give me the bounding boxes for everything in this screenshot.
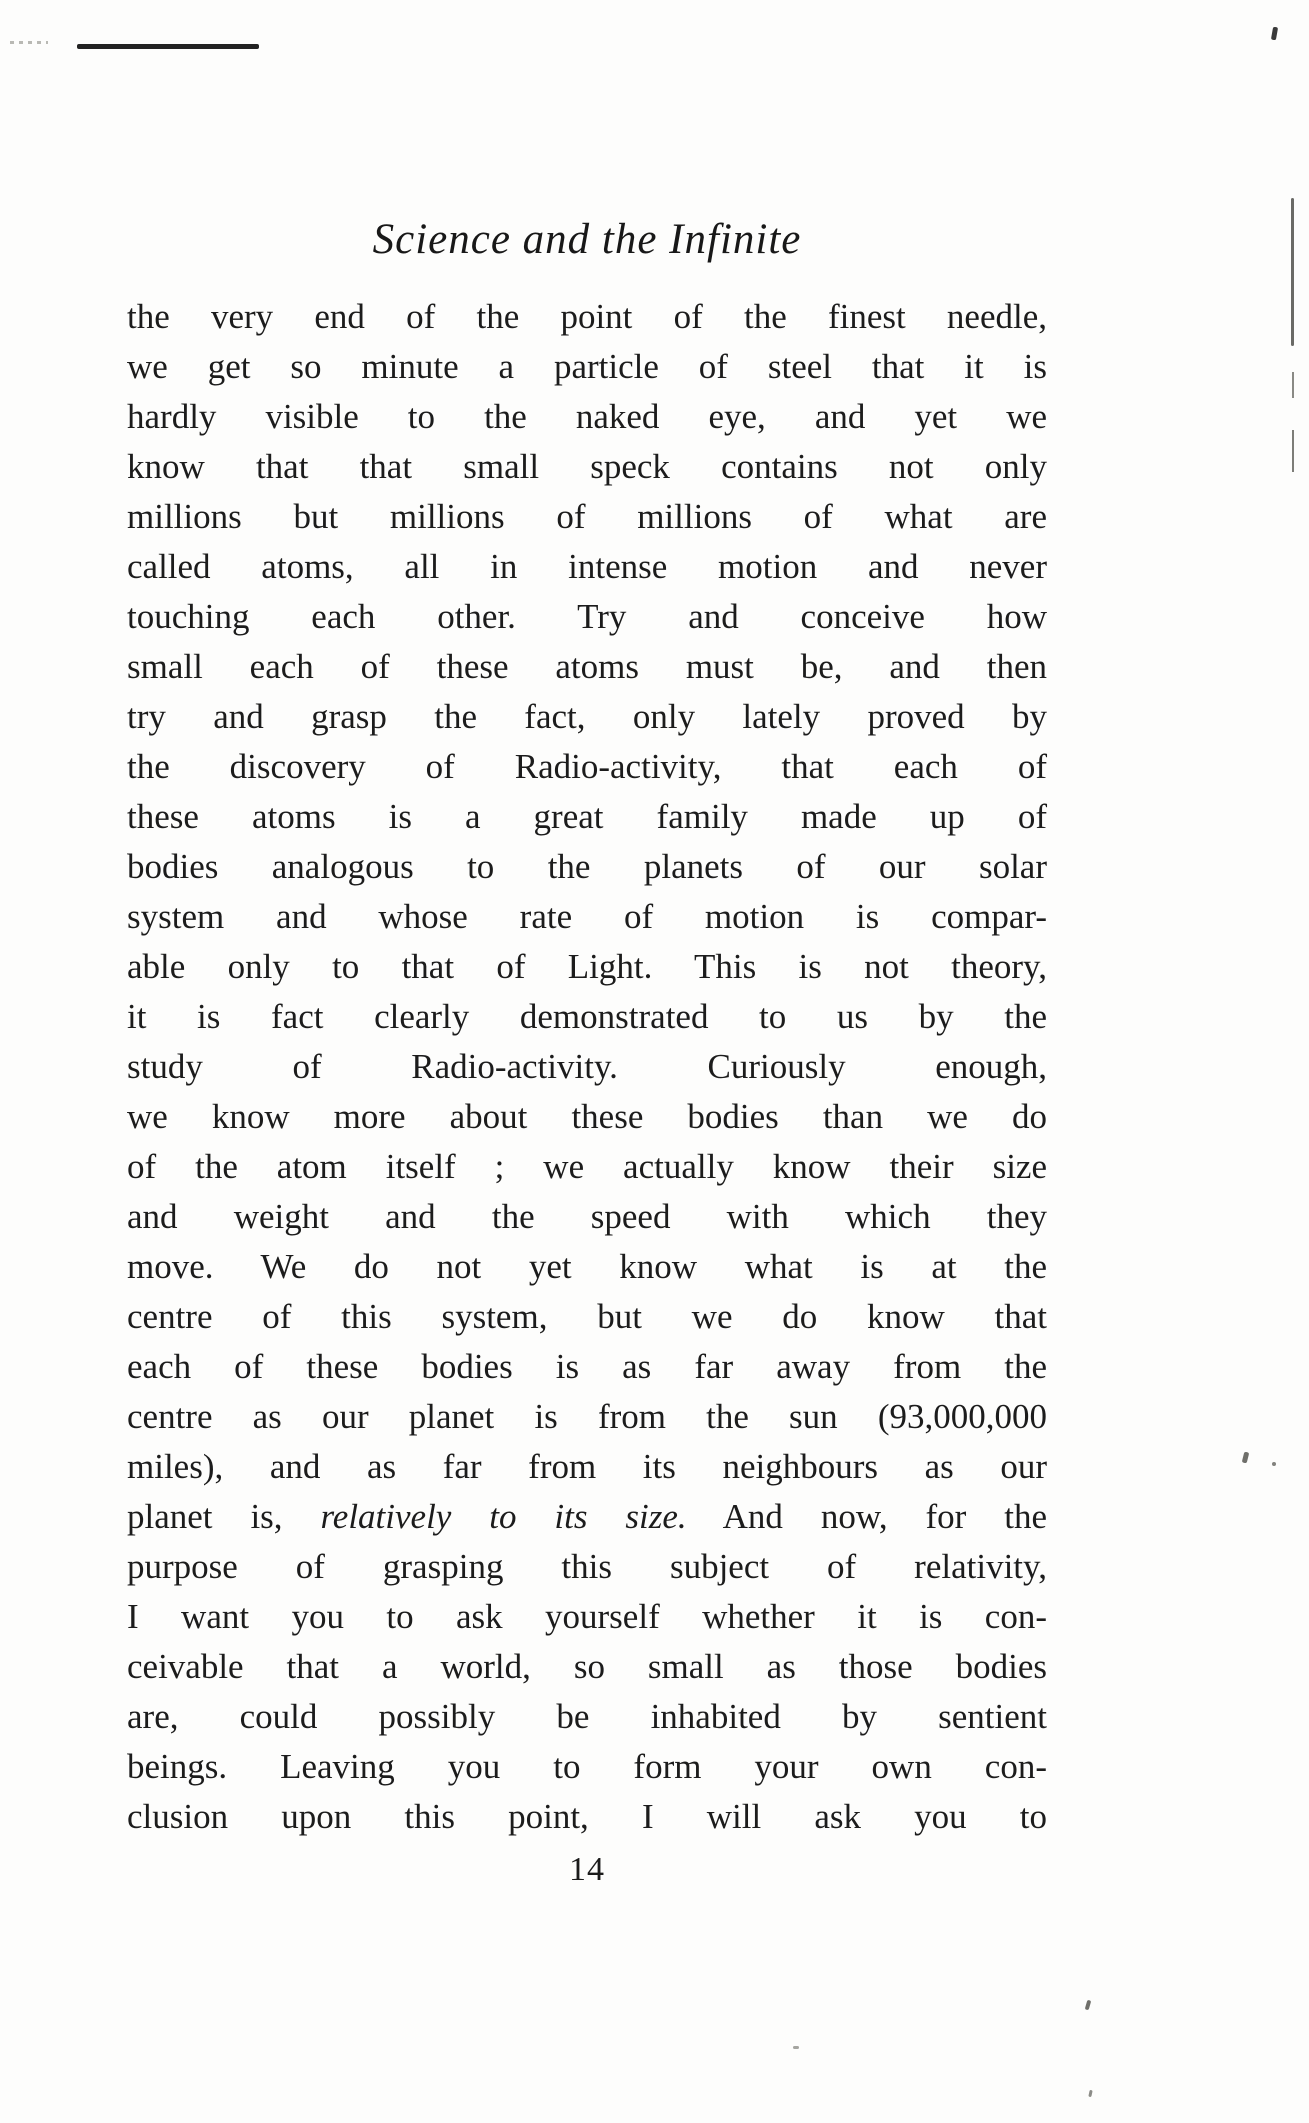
text-block	[127, 212, 1047, 1894]
scan-artifact-rule	[77, 44, 259, 49]
text-line: the very end of the point of the finest needle,	[127, 297, 1047, 336]
page-number: 14	[569, 1851, 605, 1888]
text-line: hardly visible to the naked eye, and yet we	[127, 397, 1047, 436]
text-line: clusion upon this point, I will ask you to	[127, 1797, 1047, 1836]
text-line: centre as our planet is from the sun (93,000,000	[127, 1397, 1047, 1436]
scan-artifact-dots	[10, 41, 48, 44]
scan-artifact-edge-line	[1292, 372, 1294, 398]
text-line: are, could possibly be inhabited by sentient	[127, 1697, 1047, 1736]
text-line: we know more about these bodies than we do	[127, 1097, 1047, 1136]
text-line: touching each other. Try and conceive how	[127, 597, 1047, 636]
scan-artifact-tick	[1271, 27, 1278, 41]
text-line: beings. Leaving you to form your own con-	[127, 1747, 1047, 1786]
text-line: try and grasp the fact, only lately proved by	[127, 697, 1047, 736]
text-line: know that that small speck contains not only	[127, 447, 1047, 486]
scan-artifact-speck	[1272, 1462, 1276, 1466]
text-line: and weight and the speed with which they	[127, 1197, 1047, 1236]
text-line: millions but millions of millions of what are	[127, 497, 1047, 536]
page-body	[127, 292, 1047, 1842]
text-line: study of Radio-activity. Curiously enough,	[127, 1047, 1047, 1086]
scan-artifact-speck	[1242, 1452, 1250, 1464]
scan-artifact-speck	[1085, 2000, 1092, 2011]
text-line: small each of these atoms must be, and then	[127, 647, 1047, 686]
text-line: called atoms, all in intense motion and never	[127, 547, 1047, 586]
text-line: these atoms is a great family made up of	[127, 797, 1047, 836]
text-line: move. We do not yet know what is at the	[127, 1247, 1047, 1286]
text-line: we get so minute a particle of steel that it is	[127, 347, 1047, 386]
text-line: each of these bodies is as far away from the	[127, 1347, 1047, 1386]
scan-artifact-speck	[793, 2046, 799, 2049]
text-line: purpose of grasping this subject of relativity,	[127, 1547, 1047, 1586]
scan-artifact-speck	[1088, 2090, 1092, 2097]
text-line: it is fact clearly demonstrated to us by the	[127, 997, 1047, 1036]
text-line: ceivable that a world, so small as those bodies	[127, 1647, 1047, 1686]
text-segment: planet is,	[127, 1497, 321, 1536]
text-line: able only to that of Light. This is not theory,	[127, 947, 1047, 986]
text-segment: And now, for the	[686, 1497, 1047, 1536]
text-line-with-italic	[127, 1492, 1047, 1542]
text-line: centre of this system, but we do know that	[127, 1297, 1047, 1336]
text-line: the discovery of Radio-activity, that each of	[127, 747, 1047, 786]
italic-phrase: relatively to its size.	[320, 1497, 687, 1536]
text-line: of the atom itself ; we actually know their size	[127, 1147, 1047, 1186]
text-line: system and whose rate of motion is compar-	[127, 897, 1047, 936]
scan-artifact-edge-line	[1292, 430, 1294, 472]
page-title: Science and the Infinite	[372, 216, 802, 263]
text-line: I want you to ask yourself whether it is con-	[127, 1597, 1047, 1636]
text-line: miles), and as far from its neighbours as our	[127, 1447, 1047, 1486]
scan-artifact-edge-line	[1291, 198, 1294, 346]
text-line: bodies analogous to the planets of our solar	[127, 847, 1047, 886]
